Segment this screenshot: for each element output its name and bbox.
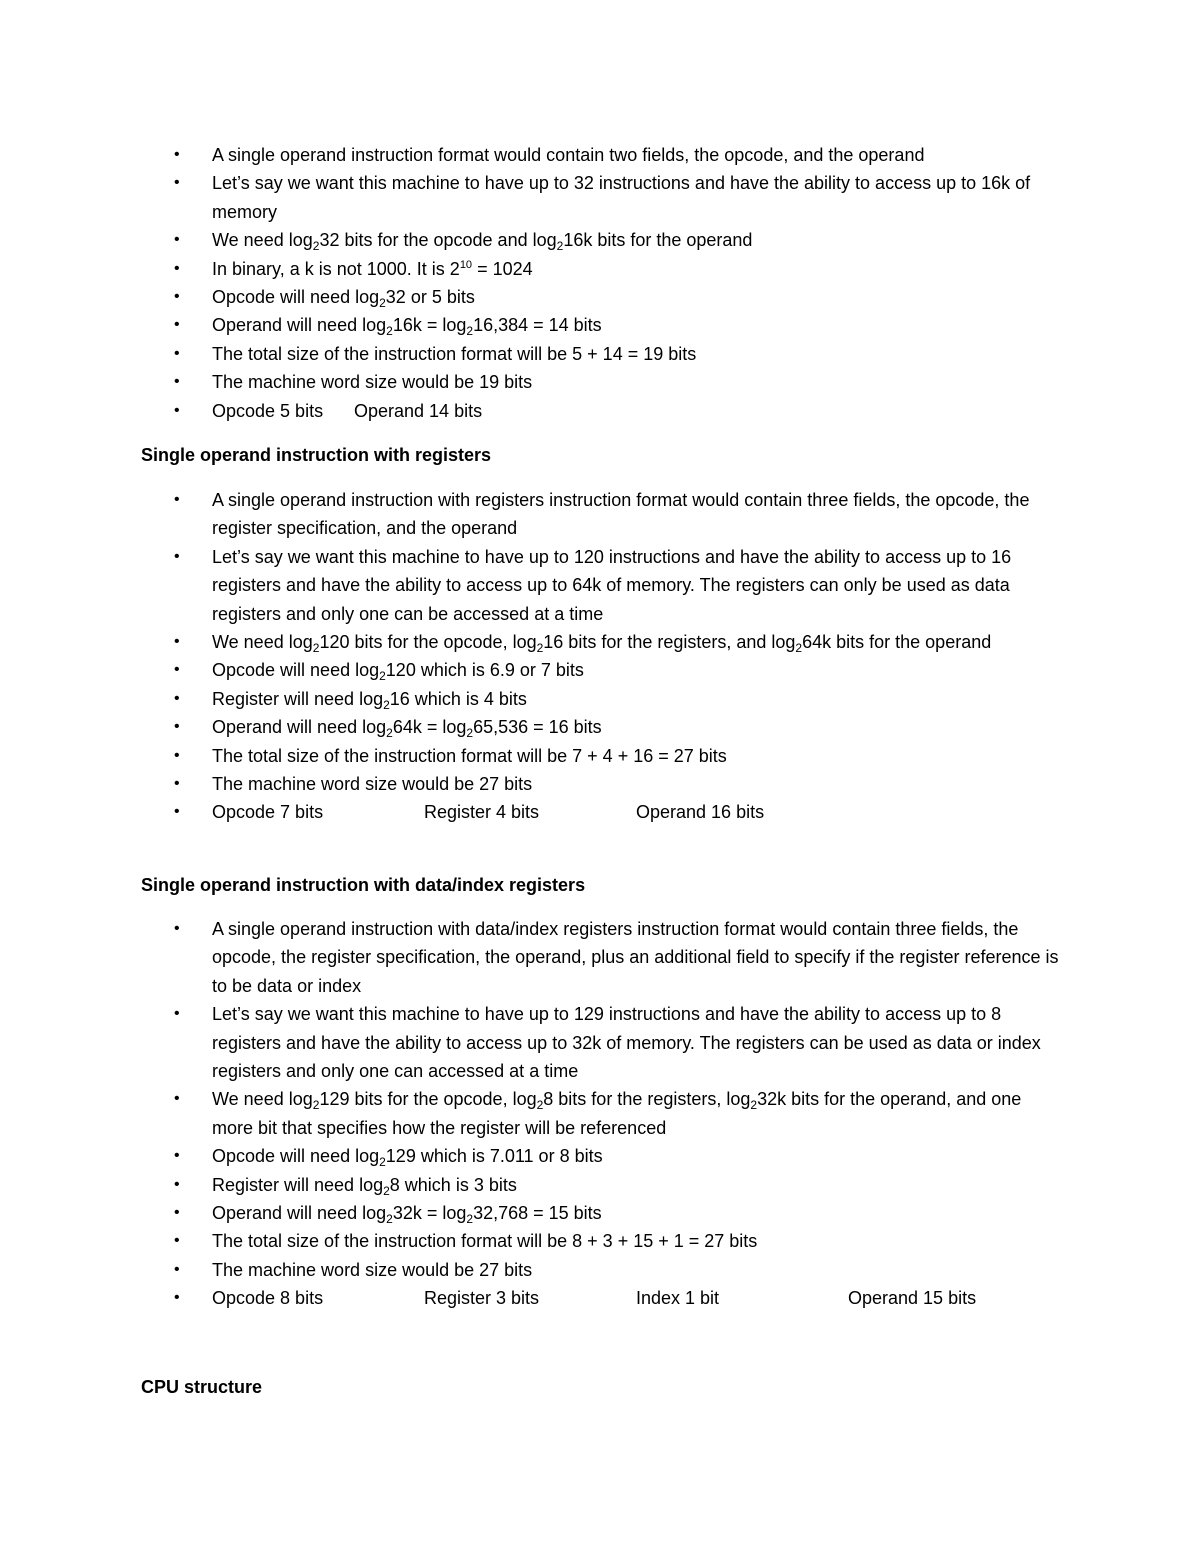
- subscript: 2: [466, 1212, 474, 1227]
- bullet-dot-icon: •: [174, 1147, 180, 1165]
- bullet-dot-icon: •: [174, 344, 180, 362]
- text-segment: 65,536 = 16 bits: [473, 717, 602, 738]
- field-label: Operand 15 bits: [848, 1288, 977, 1309]
- list-item-text: [212, 1146, 603, 1170]
- bullet-dot-icon: •: [174, 1204, 180, 1222]
- bullet-list-data-index-registers: [0, 915, 1200, 1313]
- text-segment: 16k bits for the operand: [563, 230, 753, 251]
- field-layout-row: [0, 798, 1200, 826]
- list-item: [0, 1227, 1200, 1255]
- text-segment: 129 which is 7.011 or 8 bits: [385, 1146, 603, 1167]
- field-layout-row: [0, 1284, 1200, 1312]
- text-segment: 32 bits for the opcode and log: [319, 230, 557, 251]
- text-segment: = 1024: [472, 258, 533, 279]
- bullet-dot-icon: •: [174, 401, 180, 419]
- bullet-dot-icon: •: [174, 288, 180, 306]
- subscript: 2: [386, 726, 393, 741]
- superscript: 10: [459, 258, 473, 271]
- text-segment: We need log: [212, 230, 313, 251]
- list-item-text: Let’s say we want this machine to have up to 120 instructions and have the ability to access up to 16 registers and have the ability to access up to 64k of memory. The registers can only be used as data registers and only one can be accessed at a time: [212, 546, 1012, 624]
- list-item: [0, 1000, 1200, 1085]
- list-item-text: [212, 660, 584, 684]
- list-item: [0, 1199, 1200, 1227]
- list-item: [0, 311, 1200, 339]
- field-label: Opcode 5 bits: [212, 400, 324, 421]
- bullet-dot-icon: •: [174, 491, 180, 508]
- text-segment: 16 which is 4 bits: [389, 688, 527, 709]
- field-columns: [212, 401, 554, 421]
- bullet-dot-icon: •: [174, 718, 180, 736]
- list-item-text: [212, 1089, 1021, 1137]
- field-label: Opcode 8 bits: [212, 1288, 324, 1309]
- bullet-dot-icon: •: [174, 689, 180, 707]
- text-segment: 120 which is 6.9 or 7 bits: [385, 660, 584, 681]
- list-item: [0, 1256, 1200, 1284]
- list-item: [0, 915, 1200, 1000]
- text-segment: Opcode will need log: [212, 660, 380, 681]
- text-segment: 32 or 5 bits: [385, 287, 475, 308]
- bullet-dot-icon: •: [174, 661, 180, 679]
- bullet-dot-icon: •: [174, 633, 180, 651]
- text-segment: 8 which is 3 bits: [389, 1174, 517, 1195]
- section-heading-data-index-registers: Single operand instruction with data/index registers: [141, 875, 586, 895]
- text-segment: Opcode will need log: [212, 287, 380, 308]
- list-item: [0, 226, 1200, 254]
- text-segment: Operand will need log: [212, 1203, 387, 1224]
- list-item-text: A single operand instruction with data/index registers instruction format would contain three fields, the opcode, the register specification, the operand, plus an additional field to specify if the register reference is to be data or index: [212, 919, 1059, 996]
- bullet-dot-icon: •: [174, 1090, 180, 1108]
- list-item: [0, 368, 1200, 396]
- text-segment: 32k bits for the operand, and one more bit that specifies how the register will be referenced: [212, 1089, 1022, 1138]
- bullet-dot-icon: •: [174, 146, 180, 163]
- text-segment: 16k = log: [392, 315, 467, 336]
- list-item: [0, 770, 1200, 798]
- list-item-text: The machine word size would be 27 bits: [212, 1259, 533, 1280]
- list-item: [0, 169, 1200, 226]
- subscript: 2: [379, 296, 386, 311]
- text-segment: Operand will need log: [212, 717, 387, 738]
- list-item-text: A single operand instruction format would contain two fields, the opcode, and the operand: [212, 145, 925, 165]
- bullet-dot-icon: •: [174, 1232, 180, 1250]
- list-item-text: [212, 287, 475, 311]
- list-item-text: [212, 632, 992, 656]
- bullet-dot-icon: •: [174, 316, 180, 334]
- list-item-text: The machine word size would be 19 bits: [212, 372, 533, 393]
- list-item-text: [212, 1174, 517, 1198]
- bullet-dot-icon: •: [174, 1175, 180, 1193]
- field-layout-row: [0, 397, 1200, 425]
- bullet-dot-icon: •: [174, 920, 180, 937]
- list-item: [0, 1171, 1200, 1199]
- field-label: Operand 14 bits: [354, 400, 483, 421]
- subscript: 2: [383, 697, 390, 712]
- list-item: [0, 543, 1200, 628]
- list-item-text: [212, 717, 602, 741]
- field-label: Index 1 bit: [636, 1288, 720, 1309]
- bullet-dot-icon: •: [174, 803, 180, 821]
- bullet-dot-icon: •: [174, 775, 180, 793]
- list-item: [0, 340, 1200, 368]
- text-segment: Opcode will need log: [212, 1146, 380, 1167]
- list-item: [0, 1085, 1200, 1142]
- bullet-list-registers: [0, 486, 1200, 827]
- subscript: 2: [386, 1212, 393, 1227]
- subscript: 2: [312, 239, 320, 254]
- bullet-dot-icon: •: [174, 1260, 180, 1278]
- bullet-dot-icon: •: [174, 547, 180, 565]
- bullet-list-instruction-format: [0, 141, 1200, 425]
- subscript: 2: [556, 239, 564, 254]
- text-segment: 120 bits for the opcode, log: [319, 632, 537, 653]
- list-item: [0, 141, 1200, 169]
- list-item: [0, 1142, 1200, 1170]
- subscript: 2: [750, 1098, 758, 1113]
- bullet-dot-icon: •: [174, 1289, 180, 1307]
- subscript: 2: [536, 1098, 544, 1113]
- text-segment: 64k bits for the operand: [802, 632, 992, 653]
- list-item-text: [212, 230, 753, 254]
- section-heading-cpu-structure: CPU structure: [141, 1377, 263, 1397]
- list-item: [0, 685, 1200, 713]
- bullet-dot-icon: •: [174, 231, 180, 249]
- list-item: [0, 628, 1200, 656]
- field-label: Opcode 7 bits: [212, 802, 324, 823]
- field-columns: [212, 802, 836, 822]
- bullet-dot-icon: •: [174, 259, 180, 277]
- field-columns: [212, 1288, 1048, 1308]
- text-segment: Register will need log: [212, 688, 384, 709]
- section-heading-registers: Single operand instruction with registers: [141, 445, 492, 465]
- list-item-text: The total size of the instruction format will be 8 + 3 + 15 + 1 = 27 bits: [212, 1231, 758, 1252]
- bullet-dot-icon: •: [174, 174, 180, 192]
- list-item-text: Let’s say we want this machine to have up to 32 instructions and have the ability to access up to 16k of memory: [212, 173, 1031, 222]
- list-item: [0, 486, 1200, 543]
- text-segment: 32k = log: [392, 1203, 467, 1224]
- text-segment: Operand will need log: [212, 315, 387, 336]
- text-segment: In binary, a k is not 1000. It is 2: [212, 258, 460, 279]
- list-item: [0, 656, 1200, 684]
- field-label: Operand 16 bits: [636, 802, 765, 823]
- list-item-text: [212, 259, 533, 279]
- list-item-text: A single operand instruction with registers instruction format would contain three fields, the opcode, the register specification, and the operand: [212, 490, 1030, 539]
- text-segment: 16 bits for the registers, and log: [543, 632, 796, 653]
- bullet-dot-icon: •: [174, 373, 180, 391]
- subscript: 2: [466, 324, 474, 339]
- subscript: 2: [312, 1098, 320, 1113]
- text-segment: We need log: [212, 632, 313, 653]
- list-item-text: The total size of the instruction format will be 7 + 4 + 16 = 27 bits: [212, 745, 727, 766]
- text-segment: 129 bits for the opcode, log: [319, 1089, 537, 1110]
- text-segment: 8 bits for the registers, log: [543, 1089, 751, 1110]
- list-item: [0, 713, 1200, 741]
- subscript: 2: [536, 641, 544, 656]
- subscript: 2: [312, 641, 320, 656]
- list-item-text: The machine word size would be 27 bits: [212, 774, 533, 795]
- text-segment: 64k = log: [392, 717, 467, 738]
- list-item-text: Let’s say we want this machine to have up to 129 instructions and have the ability to access up to 8 registers and have the ability to access up to 32k of memory. The registers can be used as data or index registers and only one can accessed at a time: [212, 1004, 1041, 1082]
- list-item-text: The total size of the instruction format will be 5 + 14 = 19 bits: [212, 343, 697, 364]
- subscript: 2: [383, 1183, 390, 1198]
- subscript: 2: [466, 726, 474, 741]
- bullet-dot-icon: •: [174, 746, 180, 764]
- subscript: 2: [379, 1155, 386, 1170]
- subscript: 2: [379, 669, 386, 684]
- text-segment: Register will need log: [212, 1174, 384, 1195]
- list-item-text: [212, 315, 602, 339]
- bullet-dot-icon: •: [174, 1005, 180, 1023]
- field-label: Register 4 bits: [424, 802, 540, 823]
- subscript: 2: [795, 641, 803, 656]
- text-segment: 32,768 = 15 bits: [473, 1203, 602, 1224]
- list-item: [0, 283, 1200, 311]
- list-item: [0, 255, 1200, 283]
- list-item: [0, 742, 1200, 770]
- list-item-text: [212, 1203, 602, 1227]
- subscript: 2: [386, 324, 393, 339]
- text-segment: 16,384 = 14 bits: [473, 315, 602, 336]
- field-label: Register 3 bits: [424, 1288, 540, 1309]
- list-item-text: [212, 688, 527, 712]
- text-segment: We need log: [212, 1089, 313, 1110]
